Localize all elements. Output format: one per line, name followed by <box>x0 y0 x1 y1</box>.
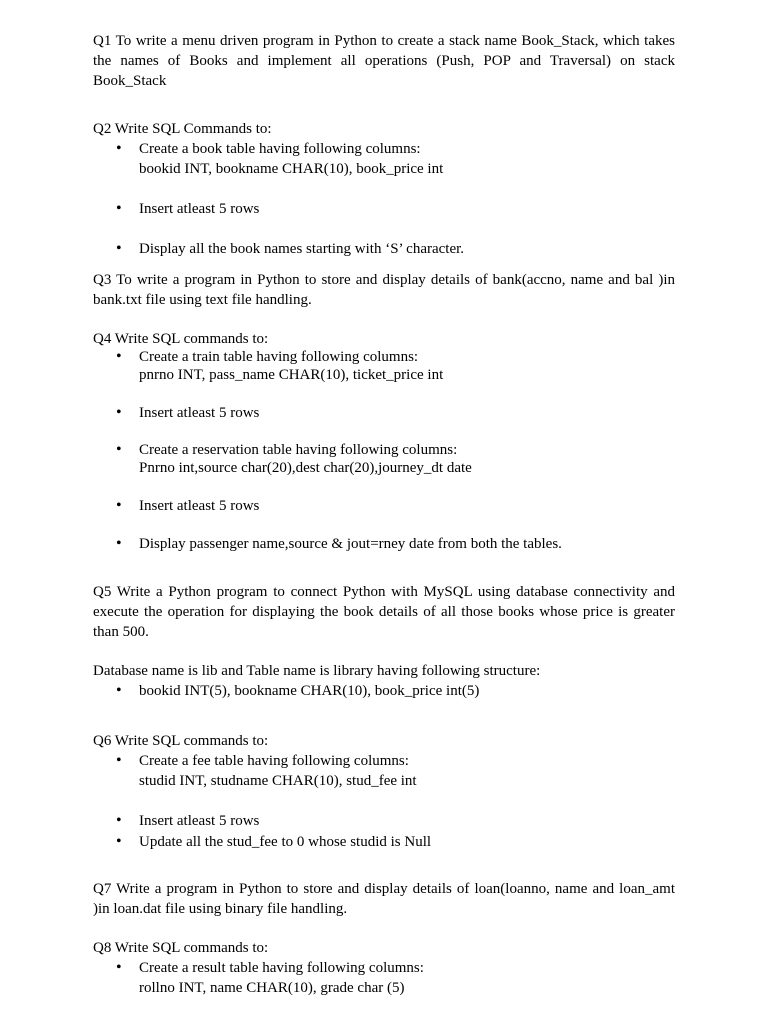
question-6-list <box>93 751 675 852</box>
question-4-heading: Q4 Write SQL commands to: <box>93 331 269 347</box>
question-5-db-text: Database name is lib and Table name is library having following structure: <box>93 663 541 679</box>
question-8-list <box>93 958 675 998</box>
list-item: • Display all the book names starting with ‘S’ character. <box>93 239 675 259</box>
list-item: • Insert atleast 5 rows <box>93 496 675 516</box>
list-item: • Create a book table having following columns: bookid INT, bookname CHAR(10), book_price int <box>93 139 675 179</box>
question-3: Q3 To write a program in Python to store and display details of bank(accno, name and bal )in bank.txt file using text file handling. <box>93 272 675 308</box>
list-item: • bookid INT(5), bookname CHAR(10), book_price int(5) <box>93 681 675 701</box>
question-2 <box>93 119 675 259</box>
question-5-list <box>93 681 675 701</box>
question-2-list <box>93 139 675 259</box>
question-2-heading: Q2 Write SQL Commands to: <box>93 121 272 137</box>
question-4-list <box>93 347 675 554</box>
question-4 <box>93 329 675 554</box>
question-5: Q5 Write a Python program to connect Python with MySQL using database connectivity and execute the operation for displaying the book details of all those books whose price is greater than 500. <box>93 584 675 640</box>
question-6-heading: Q6 Write SQL commands to: <box>93 733 269 749</box>
list-item: • Create a reservation table having following columns: Pnrno int,source char(20),dest char(20),journey_dt date <box>93 440 675 478</box>
question-1: Q1 To write a menu driven program in Python to create a stack name Book_Stack, which takes the names of Books and implement all operations (Push, POP and Traversal) on stack Book_Stack <box>93 33 675 89</box>
list-item: • Create a result table having following columns: rollno INT, name CHAR(10), grade char (5) <box>93 958 675 998</box>
list-item: • Insert atleast 5 rows <box>93 403 675 423</box>
list-item: • Update all the stud_fee to 0 whose studid is Null <box>93 832 675 852</box>
list-item: • Display passenger name,source & jout=rney date from both the tables. <box>93 534 675 554</box>
question-5-database <box>93 661 675 701</box>
question-7: Q7 Write a program in Python to store and display details of loan(loanno, name and loan_amt )in loan.dat file using binary file handling. <box>93 881 675 917</box>
list-item: • Create a train table having following columns: pnrno INT, pass_name CHAR(10), ticket_price int <box>93 347 675 385</box>
question-8-heading: Q8 Write SQL commands to: <box>93 940 269 956</box>
question-8 <box>93 938 675 998</box>
list-item: • Create a fee table having following columns: studid INT, studname CHAR(10), stud_fee int <box>93 751 675 791</box>
question-6 <box>93 731 675 852</box>
list-item: • Insert atleast 5 rows <box>93 811 675 831</box>
list-item: • Insert atleast 5 rows <box>93 199 675 219</box>
